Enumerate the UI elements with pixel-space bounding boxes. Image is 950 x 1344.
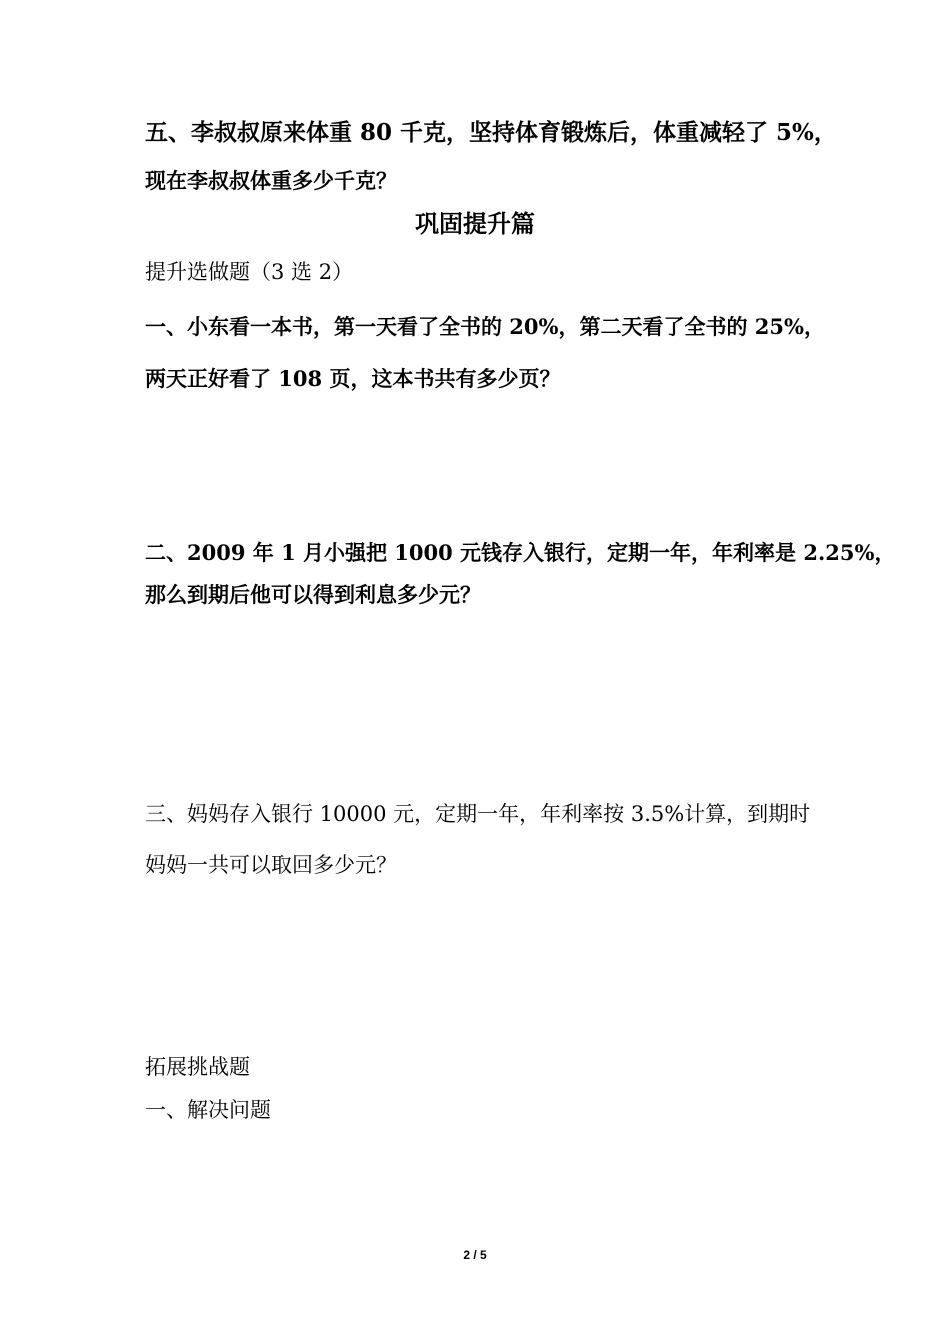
problem-1-line-1: 一、小东看一本书，第一天看了全书的 20%，第二天看了全书的 25%， (145, 314, 825, 339)
problem-3-line-1: 三、妈妈存入银行 10000 元，定期一年，年利率按 3.5%计算，到期时 (145, 802, 811, 826)
question-5-line-1: 五、李叔叔原来体重 80 千克，坚持体育锻炼后，体重减轻了 5%， (145, 119, 837, 146)
problem-3-line-2: 妈妈一共可以取回多少元？ (145, 853, 397, 877)
problem-2-line-1: 二、2009 年 1 月小强把 1000 元钱存入银行，定期一年，年利率是 2.25%， (145, 540, 896, 565)
page-number: 2 / 5 (463, 1248, 487, 1262)
question-5-line-2: 现在李叔叔体重多少千克？ (145, 168, 397, 193)
challenge-title: 拓展挑战题 (145, 1055, 250, 1079)
section-title: 巩固提升篇 (415, 209, 535, 238)
problem-2-line-2: 那么到期后他可以得到利息多少元？ (145, 582, 481, 607)
problem-1-line-2: 两天正好看了 108 页，这本书共有多少页？ (145, 366, 561, 391)
challenge-subtitle: 一、解决问题 (145, 1098, 271, 1122)
subtitle: 提升选做题（3 选 2） (145, 260, 354, 284)
